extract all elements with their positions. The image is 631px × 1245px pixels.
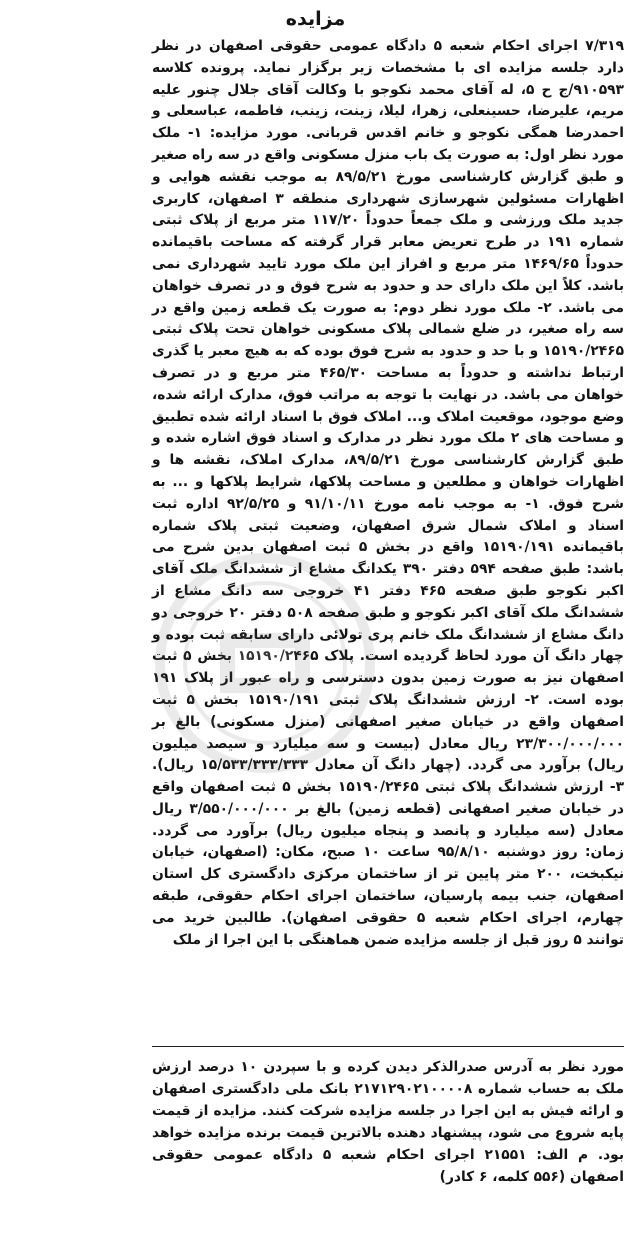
footer-divider <box>152 1046 624 1047</box>
notice-body: ۷/۳۱۹ اجرای احکام شعبه ۵ دادگاه عمومی حقوقی اصفهان در نظر دارد جلسه مزایده ای با مشخصات زیر برگزار نماید. پرونده کلاسه ۹۱۰۵۹۳/ج ح ۵، له آقای محمد نکوجو با وکالت آقای جلال چنور علیه مریم، علیرضا، حسینعلی، زهرا، لیلا، زینت، زینب، فاطمه، عباسعلی و احمدرضا همگی نکوجو و خانم اقدس قربانی. مورد مزایده: ۱- ملک مورد نظر اول: به صورت یک باب منزل مسکونی واقع در سه راه صغیر و طبق گزارش کارشناسی مورخ ۸۹/۵/۲۱ به موجب نقشه هوایی و اظهارات مسئولین شهرسازی شهرداری منطقه ۳ اصفهان، کاربری جدید ملک ورزشی و ملک جمعاً حدوداً ۱۱۷/۲۰ متر مربع از پلاک ثبتی شماره ۱۹۱ در طرح تعریض معابر قرار گرفته که مساحت باقیمانده حدوداً ۱۴۶۹/۶۵ متر مربع و افراز این ملک مورد تایید شهرداری نمی باشد. کلاً این ملک دارای حد و حدود به شرح فوق و در تصرف خواهان می باشد. ۲- ملک مورد نظر دوم: به صورت یک قطعه زمین واقع در سه راه صغیر، در ضلع شمالی پلاک مسکونی خواهان تحت پلاک ثبتی ۱۵۱۹۰/۲۴۶۵ و با حد و حدود به شرح فوق بوده که به هیچ معبر یا گذری ارتباط نداشته و حدوداً به مساحت ۴۶۵/۳۰ متر مربع و در تصرف خواهان می باشد. در نهایت با توجه به مراتب فوق، مدارک ارائه شده، وضع موجود، موقعیت املاک و... املاک فوق با اسناد ارائه شده تطبیق و مساحت های ۲ ملک مورد نظر در مدارک و اسناد فوق اشاره شده و طبق گزارش کارشناسی مورخ ۸۹/۵/۲۱، مدارک املاک، نقشه ها و اظهارات خواهان و مطلعین و مساحت پلاکها، شرایط پلاکها و ... به شرح فوق. ۱- به موجب نامه مورخ ۹۱/۱۰/۱۱ و ۹۲/۵/۲۵ اداره ثبت اسناد و املاک شمال شرق اصفهان، وضعیت ثبتی پلاک شماره باقیمانده ۱۵۱۹۰/۱۹۱ واقع در بخش ۵ ثبت اصفهان بدین شرح می باشد: طبق صفحه ۵۹۴ دفتر ۳۹۰ یکدانگ مشاع از ششدانگ ملک آقای اکبر نکوجو طبق صفحه ۴۶۵ دفتر ۴۱ خروجی سه دانگ مشاع از ششدانگ ملک آقای اکبر نکوجو و طبق صفحه ۵۰۸ دفتر ۲۰ خروجی دو دانگ مشاع از ششدانگ ملک خانم پری تولائی دارای سابقه ثبت بوده و چهار دانگ آن مورد لحاظ گردیده است. پلاک ۱۵۱۹۰/۲۴۶۵ بخش ۵ ثبت اصفهان نیز به صورت زمین بدون دسترسی و راه عبور از پلاک ۱۹۱ بوده است. ۲- ارزش ششدانگ پلاک ثبتی ۱۵۱۹۰/۱۹۱ بخش ۵ ثبت اصفهان واقع در خیابان صغیر اصفهانی (منزل مسکونی) بالغ بر ۲۳/۳۰۰/۰۰۰/۰۰۰ ریال معادل (بیست و سه میلیارد و سیصد میلیون ریال) برآورد می گردد. (چهار دانگ آن معادل ۱۵/۵۳۳/۳۳۳/۳۳۳ ریال). ۳- ارزش ششدانگ پلاک ثبتی ۱۵۱۹۰/۲۴۶۵ بخش ۵ ثبت اصفهان واقع در خیابان صغیر اصفهانی (قطعه زمین) بالغ بر ۳/۵۵۰/۰۰۰/۰۰۰ ریال معادل (سه میلیارد و پانصد و پنجاه میلیون ریال) برآورد می گردد. زمان: روز دوشنبه ۹۵/۸/۱۰ ساعت ۱۰ صبح، مکان: (اصفهان، خیابان نیکبخت، ۲۰۰ متر پایین تر از ساختمان مرکزی دادگستری کل استان اصفهان، جنب بیمه پارسیان، ساختمان اجرای احکام حقوقی، طبقه چهارم، اجرای احکام شعبه ۵ حقوقی اصفهان). طالبین خرید می توانند ۵ روز قبل از جلسه مزایده ضمن هماهنگی با این اجرا از ملک <box>152 38 625 948</box>
notice-footer: مورد نظر به آدرس صدرالذکر دیدن کرده و با سپردن ۱۰ درصد ارزش ملک به حساب شماره ۲۱۷۱۲۹۰۲۱۰۰۰۰۸ بانک ملی دادگستری اصفهان و ارائه فیش به این اجرا در جلسه مزایده شرکت کنند. مزایده از قیمت پایه شروع می شود، پیشنهاد دهنده بالاترین قیمت برنده مزایده خواهد بود. م الف: ۲۱۵۵۱ اجرای احکام شعبه ۵ دادگاه عمومی حقوقی اصفهان (۵۵۶ کلمه، ۶ کادر) <box>152 1059 624 1185</box>
notice-title: مزایده <box>285 8 346 30</box>
